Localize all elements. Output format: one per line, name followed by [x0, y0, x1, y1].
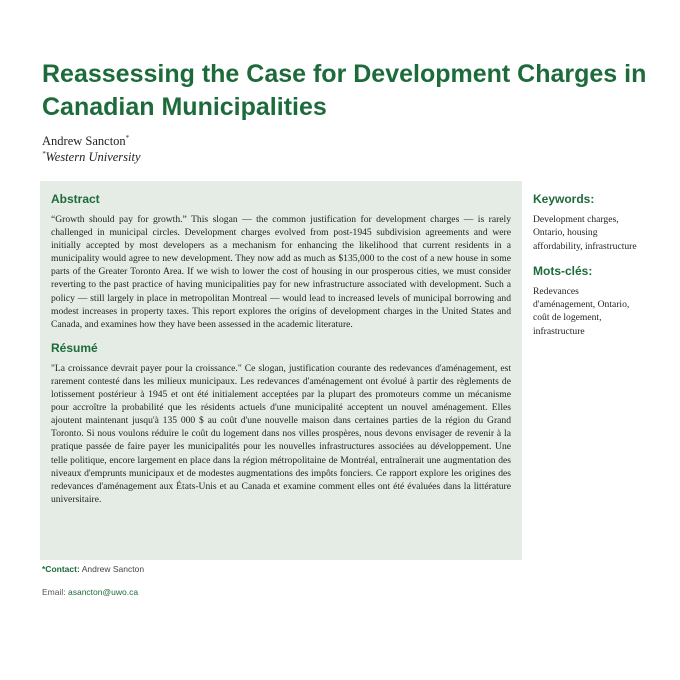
keywords-sidebar — [533, 191, 638, 338]
article-title: Reassessing the Case for Development Charges in Canadian Municipalities — [42, 60, 647, 121]
keywords-text: Development charges, Ontario, housing affordability, infrastructure — [533, 214, 637, 252]
affiliation-marker: * — [42, 149, 46, 158]
author-line — [42, 134, 129, 149]
author-name: Andrew Sancton — [42, 134, 126, 148]
email-label: Email: — [42, 587, 66, 597]
affiliation-line — [42, 150, 141, 165]
abstract-heading: Abstract — [51, 192, 100, 206]
email-link[interactable]: asancton@uwo.ca — [68, 587, 139, 597]
abstract-text: “Growth should pay for growth.” This slogan — the common justification for development charges — is rarely challenged in municipal circles. Development charges evolved from post-1945 subdivision agreements and were initially accepted by most developers as a mechanism for enhancing the likelihood that current residents in a municipality would agree to new development. They now add as much as $135,000 to the cost of a new house in some parts of the Greater Toronto Area. If we wish to lower the cost of housing in our prosperous cities, we must consider reverting to the past practice of having municipalities pay for new infrastructure associated with development. Such a policy — still largely in place in metropolitan Montreal — would lead to increased levels of municipal borrowing and modest increases in property taxes. This report explores the origins of development charges in the United States and Canada, and examines how they have been assessed in the academic literature. — [51, 214, 511, 330]
contact-name: Andrew Sancton — [81, 564, 145, 574]
resume-heading: Résumé — [51, 340, 98, 355]
mots-cles-heading: Mots-clés: — [533, 263, 593, 278]
contact-line — [42, 564, 144, 574]
abstract-box — [40, 181, 522, 560]
author-marker: * — [125, 133, 130, 142]
email-line — [42, 587, 138, 597]
contact-separator: : — [76, 564, 80, 574]
keywords-heading: Keywords: — [533, 192, 595, 206]
affiliation-name: Western University — [45, 150, 141, 164]
resume-text: "La croissance devrait payer pour la croissance." Ce slogan, justification courante des redevances d'aménagement, est rarement contesté dans les milieux municipaux. Les redevances d'aménagement ont évolué à partir des règlements de lotissement postérieur à 1945 et ont été initialement acceptées par la plupart des promoteurs comme un mécanisme pour accroître la probabilité que les résidents actuels d'une municipalité acceptent un nouvel aménagement. Elles ajoutent maintenant jusqu'à 135 000 $ au coût d'une nouvelle maison dans certaines parties de la région du Grand Toronto. Si nous voulons réduire le coût du logement dans nos villes prospères, nous devons envisager de revenir à la pratique passée de faire payer les municipalités pour les nouvelles infrastructures associées au développement. Une telle politique, encore largement en place dans la région métropolitaine de Montréal, entraînerait une augmentation des niveaux d'emprunts municipaux et de modestes augmentations des impôts fonciers. Ce rapport explore les origines des redevances d'aménagement aux États-Unis et au Canada et examine comment elles ont été évaluées dans la littérature universitaire. — [51, 362, 511, 505]
mots-cles-text: Redevances d'aménagement, Ontario, coût de logement, infrastructure — [533, 285, 630, 337]
contact-label: *Contact — [42, 564, 77, 574]
